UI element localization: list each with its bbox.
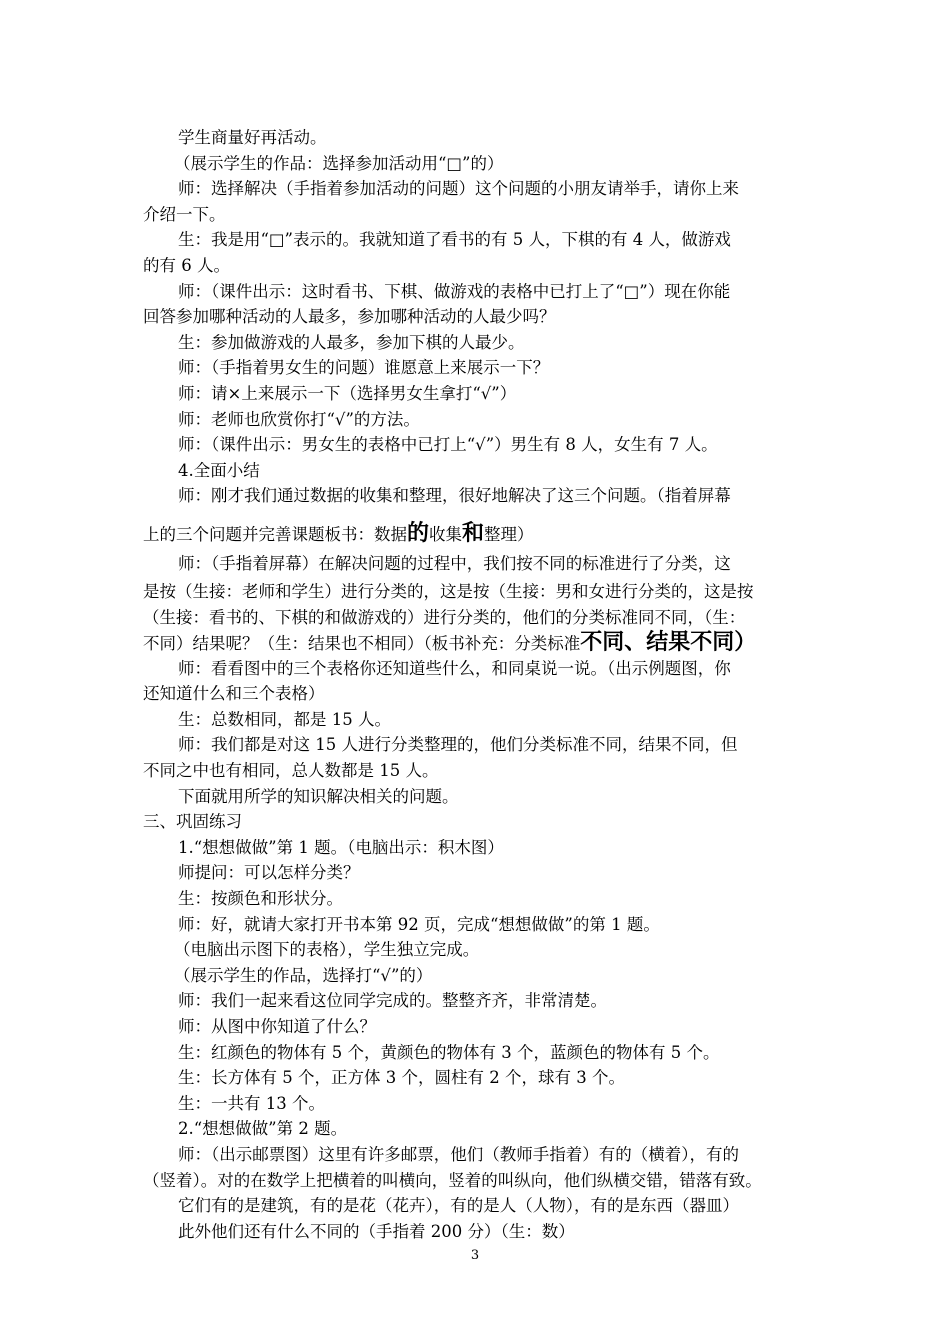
text-line: （展示学生的作品，选择打“√”的） — [174, 965, 433, 985]
text-line: 回答参加哪种活动的人最多，参加哪种活动的人最少吗？ — [143, 307, 556, 327]
section-heading: 三、巩固练习 — [143, 812, 242, 832]
text-line: 师：从图中你知道了什么？ — [178, 1017, 376, 1036]
text-line: 生：长方体有 5 个，正方体 3 个，圆柱有 2 个，球有 3 个。 — [178, 1068, 625, 1088]
text-line: 师：看看图中的三个表格你还知道些什么，和同桌说一说。（出示例题图，你 — [178, 658, 731, 678]
text-line: 下面就用所学的知识解决相关的问题。 — [178, 786, 459, 806]
text-line: 还知道什么和三个表格） — [143, 684, 325, 704]
text-line: 师：我们都是对这 15 人进行分类整理的，他们分类标准不同，结果不同，但 — [178, 735, 738, 755]
page-number: 3 — [470, 1248, 480, 1263]
text-line: 生：参加做游戏的人最多，参加下棋的人最少。 — [178, 332, 525, 352]
text-line: （电脑出示图下的表格），学生独立完成。 — [174, 940, 480, 960]
text-line: 师：我们一起来看这位同学完成的。整整齐齐，非常清楚。 — [178, 991, 607, 1011]
text-line: 它们有的是建筑，有的是花（花卉），有的是人（人物），有的是东西（器皿） — [178, 1196, 739, 1216]
text-run: 不同）结果呢？（生：结果也不相同）（板书补充：分类标准 — [143, 634, 581, 654]
text-line: 师提问：可以怎样分类？ — [178, 863, 360, 883]
board-text-he: 和 — [462, 520, 485, 546]
text-line: 师：请×上来展示一下（选择男女生拿打“√”） — [178, 383, 517, 403]
text-run: 上的三个问题并完善课题板书：数据 — [143, 524, 407, 544]
text-line-with-board-title — [143, 509, 808, 547]
text-run: 整理） — [484, 524, 534, 544]
text-line: 学生商量好再活动。 — [178, 128, 327, 147]
text-line: （生接：看书的、下棋的和做游戏的）进行分类的，他们的分类标准同不同，（生： — [143, 607, 746, 627]
text-line: 师：（手指着男女生的问题）谁愿意上来展示一下？ — [178, 358, 550, 378]
text-line: 师：刚才我们通过数据的收集和整理，很好地解决了这三个问题。（指着屏幕 — [178, 486, 731, 506]
text-line: 生：按颜色和形状分。 — [178, 889, 343, 909]
text-line: 师：（课件出示：这时看书、下棋、做游戏的表格中已打上了“□”）现在你能 — [178, 281, 731, 301]
body-text — [143, 125, 808, 1244]
text-line: （竖着）。对的在数学上把横着的叫横向，竖着的叫纵向，他们纵横交错，错落有致。 — [143, 1170, 762, 1190]
text-line: 师：（课件出示：男女生的表格中已打上“√”）男生有 8 人，女生有 7 人。 — [178, 435, 718, 455]
board-text-different: 不同、结果不同） — [580, 630, 757, 656]
text-line: 2.“想想做做”第 2 题。 — [178, 1119, 348, 1139]
text-line: （展示学生的作品：选择参加活动用“□”的） — [174, 153, 504, 173]
text-line: 生：一共有 13 个。 — [178, 1093, 325, 1113]
text-line: 生：总数相同，都是 15 人。 — [178, 709, 391, 729]
section-heading: 4.全面小结 — [178, 460, 260, 480]
text-line: 不同之中也有相同，总人数都是 15 人。 — [143, 761, 439, 781]
text-run: 收集 — [429, 524, 463, 544]
text-line-with-board-text — [143, 630, 808, 656]
text-line: 此外他们还有什么不同的（手指着 200 分）（生：数） — [178, 1221, 575, 1241]
text-line: 介绍一下。 — [143, 204, 226, 224]
text-line: 师：好，就请大家打开书本第 92 页，完成“想想做做”的第 1 题。 — [178, 914, 660, 934]
text-line: 是按（生接：老师和学生）进行分类的，这是按（生接：男和女进行分类的，这是按 — [143, 581, 754, 601]
text-line: 的有 6 人。 — [143, 255, 230, 275]
text-line: 1.“想想做做”第 1 题。（电脑出示：积木图） — [178, 837, 504, 857]
text-line: 生：我是用“□”表示的。我就知道了看书的有 5 人，下棋的有 4 人，做游戏 — [178, 230, 731, 250]
text-line: 师：（手指着屏幕）在解决问题的过程中，我们按不同的标准进行了分类，这 — [178, 553, 731, 573]
text-line: 师：选择解决（手指着参加活动的问题）这个问题的小朋友请举手，请你上来 — [178, 179, 739, 199]
text-line: 师：（出示邮票图）这里有许多邮票，他们（教师手指着）有的（横着），有的 — [178, 1144, 739, 1164]
text-line: 师：老师也欣赏你打“√”的方法。 — [178, 409, 420, 429]
board-text-de: 的 — [407, 520, 430, 546]
text-line: 生：红颜色的物体有 5 个，黄颜色的物体有 3 个，蓝颜色的物体有 5 个。 — [178, 1042, 720, 1062]
